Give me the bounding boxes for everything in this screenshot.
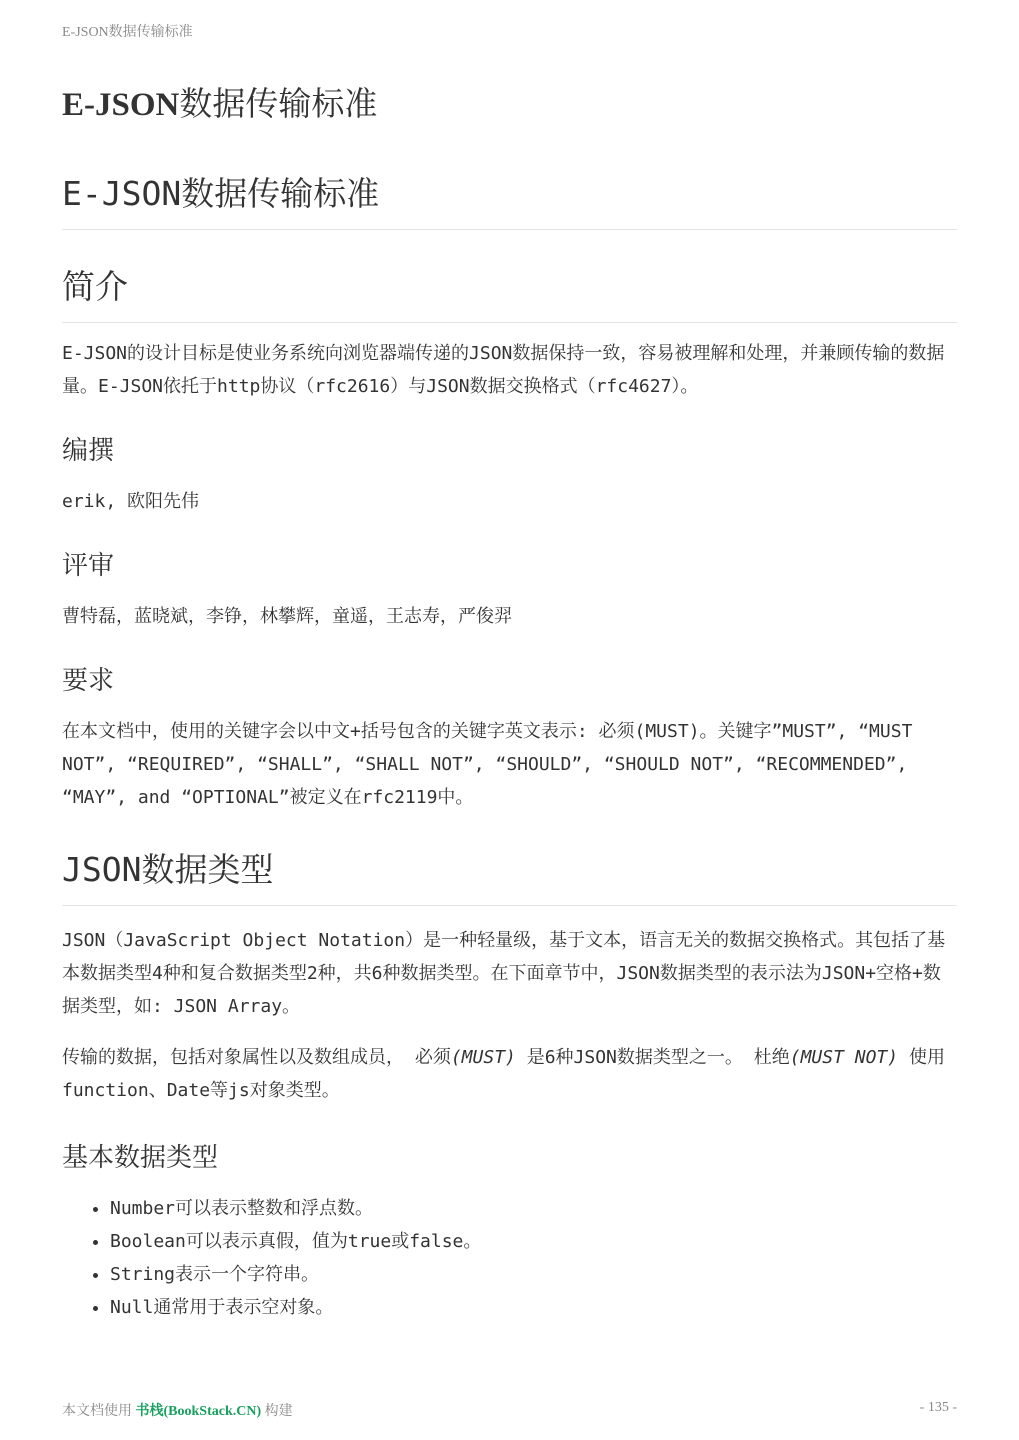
intro-paragraph: E-JSON的设计目标是使业务系统向浏览器端传递的JSON数据保持一致，容易被理解和处理，并兼顾传输的数据量。E-JSON依托于http协议（rfc2616）与JSON数据交换格式（rfc4627）。: [62, 343, 945, 397]
authors-paragraph: erik, 欧阳先伟: [62, 491, 200, 512]
running-header: E-JSON数据传输标准: [62, 25, 193, 40]
page-number: - 135 -: [919, 1400, 957, 1415]
list-item: • Null通常用于表示空对象。: [110, 1291, 957, 1324]
must-keyword: (MUST): [450, 1047, 516, 1068]
rule-text-1: 传输的数据，包括对象属性以及数组成员， 必须: [62, 1047, 451, 1068]
requirements-paragraph: 在本文档中，使用的关键字会以中文+括号包含的关键字英文表示: 必须(MUST)。关键字”MUST”, “MUST NOT”, “REQUIRED”, “SHALL”, “SHALL NOT”, “SHOULD”, “SHOULD NOT”, “RECOMMENDED”, “MAY”, and “OPTIONAL”被定义在rfc2119中。: [62, 721, 913, 808]
footer-credit: [62, 1400, 293, 1420]
document-body: [62, 168, 957, 1324]
footer-suffix: 构建: [261, 1404, 293, 1419]
reviewers-paragraph: 曹特磊，蓝晓斌，李铮，林攀辉，童遥，王志寿，严俊羿: [62, 606, 512, 627]
must-not-keyword: (MUST NOT): [789, 1047, 899, 1068]
reviewers-heading: 评审: [62, 551, 115, 581]
json-types-heading: JSON数据类型: [62, 844, 957, 906]
intro-heading: 简介: [62, 261, 957, 323]
document-title: [62, 78, 377, 125]
footer-brand-link[interactable]: 书栈(BookStack.CN): [135, 1404, 262, 1419]
document-title-latin: E-JSON: [62, 87, 180, 123]
main-heading: E-JSON数据传输标准: [62, 168, 957, 230]
list-item: • Number可以表示整数和浮点数。: [110, 1192, 957, 1225]
basic-types-list: [62, 1192, 957, 1324]
footer-prefix: 本文档使用: [62, 1404, 136, 1419]
requirements-heading: 要求: [62, 666, 115, 696]
json-types-rule-paragraph: [62, 1041, 957, 1107]
document-title-cjk: 数据传输标准: [179, 87, 378, 123]
json-types-paragraph: JSON（JavaScript Object Notation）是一种轻量级，基于文本，语言无关的数据交换格式。其包括了基本数据类型4种和复合数据类型2种，共6种数据类型。在下面章节中，JSON数据类型的表示法为JSON+空格+数据类型，如: JSON Array。: [62, 930, 946, 1017]
basic-types-heading: 基本数据类型: [62, 1143, 219, 1173]
authors-heading: 编撰: [62, 436, 115, 466]
list-item: • String表示一个字符串。: [110, 1258, 957, 1291]
list-item: • Boolean可以表示真假，值为true或false。: [110, 1225, 957, 1258]
rule-text-3: 使用function、Date等js对象类型。: [62, 1047, 945, 1101]
rule-text-2: 是6种JSON数据类型之一。 杜绝: [515, 1047, 790, 1068]
